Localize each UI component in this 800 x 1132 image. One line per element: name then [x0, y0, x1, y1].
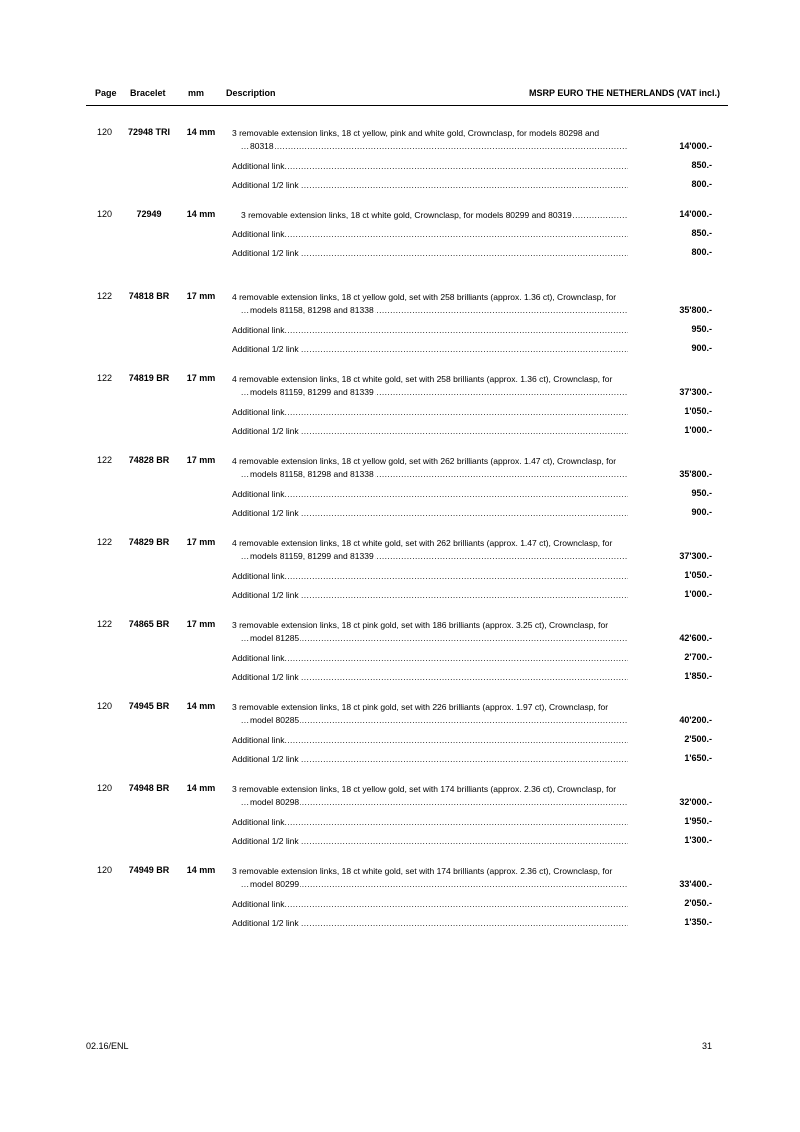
additional-link-price: 950.- [691, 488, 712, 498]
additional-half-link-label: Additional 1/2 link [232, 672, 299, 682]
additional-link-price: 2'700.- [684, 652, 712, 662]
bracelet-description [232, 291, 628, 317]
additional-half-link-price: 800.- [691, 179, 712, 189]
additional-half-link-price: 1'000.- [684, 589, 712, 599]
additional-link-price: 2'050.- [684, 898, 712, 908]
bracelet-width: 14 mm [186, 865, 216, 875]
header-bracelet: Bracelet [130, 88, 166, 98]
description-end: models 81159, 81299 and 81339 [250, 387, 374, 397]
bracelet-description [232, 209, 628, 222]
additional-half-link-label: Additional 1/2 link [232, 344, 299, 354]
bracelet-width: 17 mm [186, 373, 216, 383]
additional-link-label: Additional link [232, 817, 285, 827]
bracelet-entry [0, 127, 800, 197]
bracelet-entry [0, 619, 800, 689]
description-line: 3 removable extension links, 18 ct yellow gold, set with 174 brilliants (approx. 2.36 ct), Crownclasp, for [232, 784, 617, 794]
additional-half-link-price: 900.- [691, 343, 712, 353]
additional-half-link-price: 1'300.- [684, 835, 712, 845]
bracelet-width: 14 mm [186, 209, 216, 219]
bracelet-width: 14 mm [186, 701, 216, 711]
bracelet-width: 17 mm [186, 455, 216, 465]
additional-link-row [232, 816, 628, 829]
bracelet-entry [0, 455, 800, 525]
additional-half-link-label: Additional 1/2 link [232, 248, 299, 258]
catalog-page: 120 [96, 701, 112, 711]
additional-half-link-label: Additional 1/2 link [232, 426, 299, 436]
bracelet-width: 17 mm [186, 619, 216, 629]
additional-half-link-label: Additional 1/2 link [232, 508, 299, 518]
bracelet-description [232, 537, 628, 563]
additional-link-row [232, 652, 628, 665]
additional-half-link-price: 1'650.- [684, 753, 712, 763]
catalog-page: 120 [96, 127, 112, 137]
catalog-page: 120 [96, 209, 112, 219]
additional-link-price: 1'050.- [684, 406, 712, 416]
additional-link-label: Additional link [232, 489, 285, 499]
bracelet-description [232, 455, 628, 481]
additional-half-link-label: Additional 1/2 link [232, 836, 299, 846]
description-end: model 81285 [250, 633, 300, 643]
header-mm: mm [188, 88, 205, 98]
additional-link-label: Additional link [232, 653, 285, 663]
bracelet-price: 14'000.- [679, 141, 712, 151]
additional-link-label: Additional link [232, 899, 285, 909]
bracelet-entry [0, 783, 800, 853]
bracelet-price: 14'000.- [679, 209, 712, 219]
additional-half-link-row [232, 589, 628, 602]
additional-link-row [232, 898, 628, 911]
bracelet-description [232, 701, 628, 727]
description-end: model 80298 [250, 797, 300, 807]
description-line: 3 removable extension links, 18 ct yellow, pink and white gold, Crownclasp, for models 80298 and [232, 128, 600, 138]
description-line: 3 removable extension links, 18 ct pink gold, set with 226 brilliants (approx. 1.97 ct), Crownclasp, for [232, 702, 609, 712]
description-line: 4 removable extension links, 18 ct yellow gold, set with 258 brilliants (approx. 1.36 ct), Crownclasp, for [232, 292, 617, 302]
footer-page-number: 31 [701, 1041, 712, 1051]
bracelet-width: 14 mm [186, 783, 216, 793]
description-end: model 80299 [250, 879, 300, 889]
additional-half-link-price: 800.- [691, 247, 712, 257]
bracelet-entry [0, 537, 800, 607]
additional-link-row [232, 734, 628, 747]
bracelet-entry [0, 373, 800, 443]
bracelet-price: 37'300.- [679, 551, 712, 561]
bracelet-reference: 74945 BR [128, 701, 170, 711]
bracelet-entry [0, 701, 800, 771]
bracelet-reference: 74948 BR [128, 783, 170, 793]
additional-half-link-label: Additional 1/2 link [232, 754, 299, 764]
additional-link-label: Additional link [232, 735, 285, 745]
description-line: 4 removable extension links, 18 ct white gold, set with 262 brilliants (approx. 1.47 ct), Crownclasp, for [232, 538, 613, 548]
additional-half-link-price: 1'000.- [684, 425, 712, 435]
header-rule [86, 105, 728, 106]
catalog-page: 120 [96, 865, 112, 875]
bracelet-reference: 74828 BR [128, 455, 170, 465]
bracelet-width: 17 mm [186, 537, 216, 547]
catalog-page: 122 [96, 291, 112, 301]
bracelet-description [232, 619, 628, 645]
additional-link-label: Additional link [232, 161, 285, 171]
additional-half-link-row [232, 179, 628, 192]
bracelet-price: 35'800.- [679, 469, 712, 479]
additional-link-label: Additional link [232, 325, 285, 335]
header-description: Description [226, 88, 276, 98]
bracelet-reference: 72948 TRI [127, 127, 171, 137]
additional-link-price: 850.- [691, 160, 712, 170]
catalog-page: 120 [96, 783, 112, 793]
bracelet-price: 32'000.- [679, 797, 712, 807]
additional-half-link-row [232, 507, 628, 520]
catalog-page: 122 [96, 619, 112, 629]
description-line: 3 removable extension links, 18 ct white gold, set with 174 brilliants (approx. 2.36 ct), Crownclasp, for [232, 866, 613, 876]
additional-link-row [232, 406, 628, 419]
additional-half-link-row [232, 247, 628, 260]
bracelet-price: 37'300.- [679, 387, 712, 397]
description-line: 3 removable extension links, 18 ct pink gold, set with 186 brilliants (approx. 3.25 ct), Crownclasp, for [232, 620, 609, 630]
additional-link-row [232, 570, 628, 583]
additional-half-link-price: 1'850.- [684, 671, 712, 681]
bracelet-entry [0, 865, 800, 935]
bracelet-entry [0, 209, 800, 279]
bracelet-description [232, 783, 628, 809]
bracelet-description [232, 373, 628, 399]
additional-half-link-row [232, 671, 628, 684]
additional-half-link-row [232, 917, 628, 930]
additional-half-link-label: Additional 1/2 link [232, 180, 299, 190]
additional-link-price: 850.- [691, 228, 712, 238]
additional-half-link-row [232, 343, 628, 356]
description-end: models 81158, 81298 and 81338 [250, 469, 374, 479]
additional-link-label: Additional link [232, 229, 285, 239]
additional-half-link-price: 900.- [691, 507, 712, 517]
additional-half-link-price: 1'350.- [684, 917, 712, 927]
catalog-page: 122 [96, 537, 112, 547]
footer-code: 02.16/ENL [86, 1041, 129, 1051]
description-end: models 81158, 81298 and 81338 [250, 305, 374, 315]
bracelet-reference: 74865 BR [128, 619, 170, 629]
description-line: 4 removable extension links, 18 ct yellow gold, set with 262 brilliants (approx. 1.47 ct), Crownclasp, for [232, 456, 617, 466]
description-end: 80318 [250, 141, 274, 151]
bracelet-price: 40'200.- [679, 715, 712, 725]
bracelet-reference: 74829 BR [128, 537, 170, 547]
description-end: 3 removable extension links, 18 ct white gold, Crownclasp, for models 80299 and 80319 [241, 210, 572, 220]
bracelet-price: 42'600.- [679, 633, 712, 643]
bracelet-reference: 74818 BR [128, 291, 170, 301]
bracelet-reference: 74819 BR [128, 373, 170, 383]
additional-half-link-row [232, 425, 628, 438]
additional-half-link-row [232, 835, 628, 848]
catalog-page: 122 [96, 455, 112, 465]
description-end: models 81159, 81299 and 81339 [250, 551, 374, 561]
bracelet-description [232, 865, 628, 891]
bracelet-reference: 74949 BR [128, 865, 170, 875]
additional-link-row [232, 488, 628, 501]
additional-link-row [232, 228, 628, 241]
additional-link-price: 1'050.- [684, 570, 712, 580]
description-line: 4 removable extension links, 18 ct white gold, set with 258 brilliants (approx. 1.36 ct), Crownclasp, for [232, 374, 613, 384]
additional-link-price: 2'500.- [684, 734, 712, 744]
description-end: model 80285 [250, 715, 300, 725]
bracelet-entry [0, 291, 800, 361]
header-msrp: MSRP EURO THE NETHERLANDS (VAT incl.) [528, 88, 720, 98]
additional-link-row [232, 160, 628, 173]
bracelet-reference: 72949 [136, 209, 162, 219]
bracelet-price: 33'400.- [679, 879, 712, 889]
additional-link-price: 950.- [691, 324, 712, 334]
additional-link-label: Additional link [232, 571, 285, 581]
header-page: Page [95, 88, 117, 98]
additional-half-link-label: Additional 1/2 link [232, 918, 299, 928]
bracelet-description [232, 127, 628, 153]
additional-link-row [232, 324, 628, 337]
additional-link-price: 1'950.- [684, 816, 712, 826]
bracelet-price: 35'800.- [679, 305, 712, 315]
bracelet-width: 17 mm [186, 291, 216, 301]
bracelet-width: 14 mm [186, 127, 216, 137]
additional-half-link-row [232, 753, 628, 766]
catalog-page: 122 [96, 373, 112, 383]
additional-half-link-label: Additional 1/2 link [232, 590, 299, 600]
additional-link-label: Additional link [232, 407, 285, 417]
